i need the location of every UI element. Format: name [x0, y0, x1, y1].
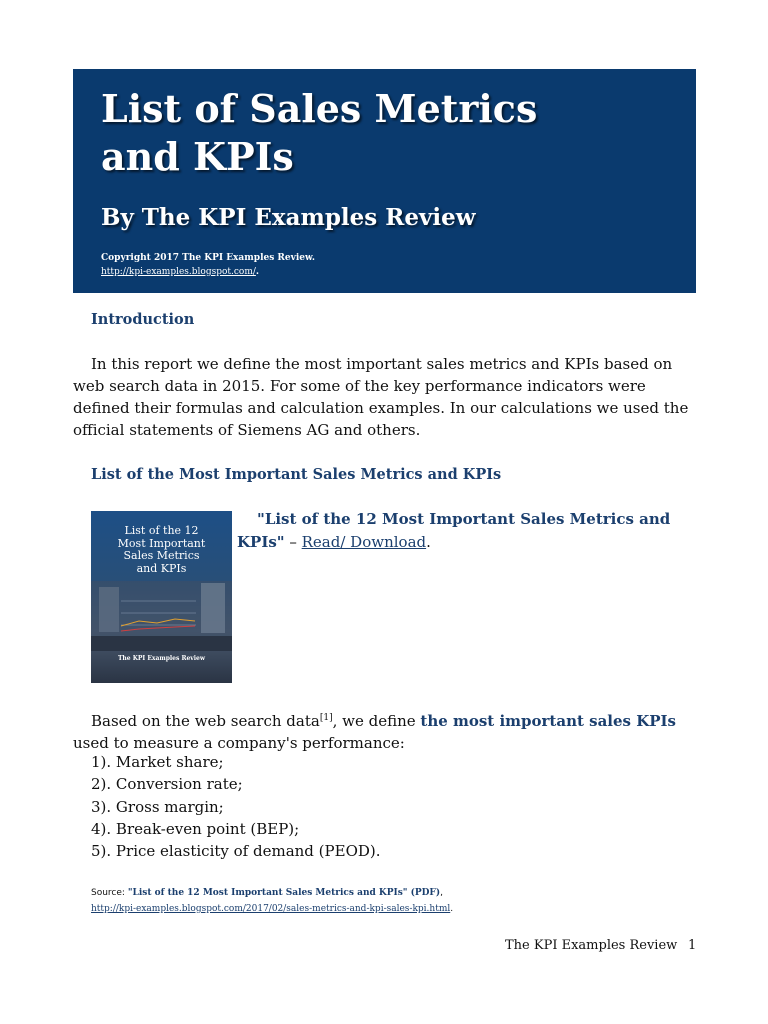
document-subtitle: By The KPI Examples Review — [101, 204, 476, 231]
cover-title-line: Sales Metrics — [123, 549, 200, 562]
download-end: . — [426, 533, 431, 551]
source-label: Source: — [91, 888, 128, 898]
kpi-lead-text: , we define — [332, 712, 421, 730]
footer-publisher: The KPI Examples Review — [505, 938, 678, 953]
kpi-list — [91, 751, 381, 862]
page-number: 1 — [688, 938, 697, 953]
banner-url-link[interactable]: http://kpi-examples.blogspot.com/ — [101, 267, 256, 277]
list-item: 1). Market share; — [91, 753, 224, 771]
kpi-highlight: the most important sales KPIs — [420, 712, 676, 730]
list-item: 5). Price elasticity of demand (PEOD). — [91, 842, 381, 861]
report-title-quote: "List of the 12 Most Important Sales Metrics and KPIs" — [237, 510, 671, 551]
source-comma: , — [440, 888, 443, 898]
title-line-2: and KPIs — [101, 134, 294, 179]
source-end: . — [450, 904, 454, 914]
source-format: (PDF) — [407, 888, 441, 898]
copyright-text: Copyright 2017 The KPI Examples Review. — [101, 253, 315, 263]
list-item: 3). Gross margin; — [91, 797, 224, 816]
kpi-lead-text: Based on the web search data — [91, 712, 320, 730]
cover-chart-graphic — [91, 581, 232, 651]
download-line — [237, 508, 697, 554]
cover-title — [91, 525, 232, 575]
cover-title-line: Most Important — [117, 536, 206, 550]
title-banner — [73, 69, 696, 293]
list-heading: List of the Most Important Sales Metrics and KPIs — [91, 466, 502, 483]
banner-url-suffix: . — [255, 267, 260, 277]
report-cover-image[interactable] — [91, 511, 232, 683]
list-item: 2). Conversion rate; — [91, 775, 243, 794]
download-dash: – — [284, 533, 302, 551]
kpi-intro-paragraph — [73, 707, 698, 754]
intro-heading: Introduction — [91, 311, 195, 328]
document-title — [101, 85, 681, 181]
copyright-block — [101, 251, 315, 279]
footnote-ref[interactable]: [1] — [319, 713, 333, 723]
source-note — [91, 885, 691, 917]
intro-paragraph: In this report we define the most important sales metrics and KPIs based on web search data in 2015. For some of the key performance indicators were defined their formulas and calculation examples. In our calculations we used the official statements of Siemens AG and others. — [73, 355, 689, 439]
cover-footer: The KPI Examples Review — [117, 655, 206, 662]
cover-title-line: and KPIs — [136, 561, 187, 575]
source-title: "List of the 12 Most Important Sales Metrics and KPIs" — [127, 888, 408, 898]
source-url-link[interactable]: http://kpi-examples.blogspot.com/2017/02/sales-metrics-and-kpi-sales-kpi.html — [91, 904, 451, 914]
cover-title-line: List of the 12 — [124, 524, 199, 537]
read-download-link[interactable]: Read/ Download — [301, 533, 427, 551]
list-item: 4). Break-even point (BEP); — [91, 819, 300, 838]
kpi-lead-text: used to measure a company's performance: — [73, 734, 405, 752]
title-line-1: List of Sales Metrics — [101, 86, 538, 131]
